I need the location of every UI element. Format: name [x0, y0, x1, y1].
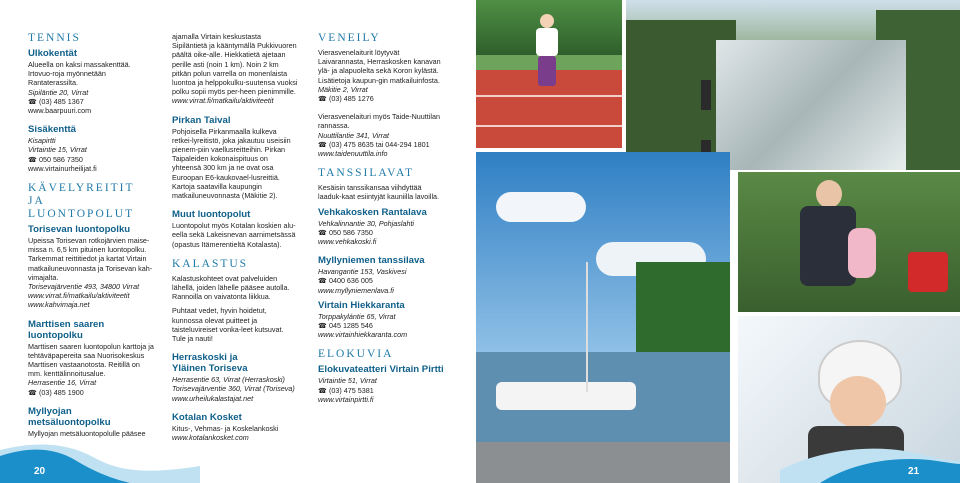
page-wave-right	[780, 440, 960, 483]
kotalan-web[interactable]: www.kotalankosket.com	[172, 433, 249, 443]
veneily-text: Vierasvenelaiturit löytyvät Laivarannasta, Herraskosken kanavan ylä- ja alapuolelta sekä Koron kylästä. Lisätietoja kaupun-gin matkailuinfosta.	[318, 48, 441, 85]
section-title-kavely-1: KÄVELYREITIT JA	[28, 182, 135, 208]
myllyniemen-phone: ☎ 0400 636 005	[318, 276, 373, 286]
heading-marttisen-1: Marttisen saaren	[28, 318, 105, 330]
tennis-phone: ☎ (03) 485 1367	[28, 96, 84, 106]
heading-virtain-hiekkaranta: Virtain Hiekkaranta	[318, 299, 405, 311]
heading-muut-luontopolut: Muut luontopolut	[172, 209, 251, 221]
veneily-web-2[interactable]: www.taidenuuttila.info	[318, 149, 388, 159]
section-title-tennis: TENNIS	[28, 32, 81, 44]
photo-marina	[476, 152, 730, 483]
vehkakosken-phone: ☎ 050 586 7350	[318, 227, 373, 237]
page-number-right: 21	[908, 466, 920, 477]
myllyniemen-address: Havangantie 153, Vaskivesi	[318, 267, 407, 277]
column-3	[318, 32, 446, 404]
marttisen-phone: ☎ (03) 485 1900	[28, 387, 84, 397]
torisevan-web2[interactable]: www.kahvimaja.net	[28, 300, 90, 310]
herraskoski-address-2: Torisevajärventie 360, Virrat (Toriseva)	[172, 384, 295, 394]
heading-sisakentta: Sisäkenttä	[28, 124, 76, 136]
heading-myllyojan-2: metsäluontopolku	[28, 416, 111, 428]
veneily-phone-2: ☎ (03) 475 8635 tai 044-294 1801	[318, 139, 430, 149]
veneily-address: Mäkitie 2, Virrat	[318, 84, 368, 94]
tennis-web[interactable]: www.baarpuuri.com	[28, 106, 92, 116]
heading-myllyniemen: Myllyniemen tanssilava	[318, 255, 425, 267]
virtain-hk-address: Torppakylántie 65, Virrat	[318, 311, 396, 321]
virtain-hk-web[interactable]: www.virtainhiekkaranta.com	[318, 330, 408, 340]
page-number-left: 20	[34, 466, 46, 477]
photo-family	[738, 172, 960, 312]
veneily-text-2: Vierasvenelaituri myös Taide-Nuuttilan rannassa.	[318, 112, 440, 131]
muut-text: Luontopolut myös Kotalan koskien alu-eella sekä Lakeisnevan aarnimetsässä (opastus Itämerentieltä Kotalasta).	[172, 221, 296, 249]
heading-vehkakosken: Vehkakosken Rantalava	[318, 206, 427, 218]
heading-kotalan-kosket: Kotalan Kosket	[172, 411, 242, 423]
herraskoski-web[interactable]: www.urheilukalastajat.net	[172, 393, 254, 403]
elokuva-address: Virtaintie 51, Virrat	[318, 376, 377, 386]
elokuva-web[interactable]: www.virtainpirtti.fi	[318, 394, 374, 404]
sisa-phone: ☎ 050 586 7350	[28, 154, 83, 164]
heading-elokuvateatteri: Elokuvateatteri Virtain Pirtti	[318, 364, 444, 376]
torisevan-address: Torisevajärventie 493, 34800 Virrat	[28, 282, 140, 292]
tennis-address: Sipiläntie 20, Virrat	[28, 87, 89, 97]
heading-herraskoski-1: Herraskoski ja	[172, 352, 238, 364]
tennis-text: Alueella on kaksi massakenttää. Irtovuo-roja myönnetään Rantaterassilta.	[28, 60, 131, 88]
vehkakosken-address: Vehkalinnantie 30, Pohjaslahti	[318, 218, 415, 228]
heading-marttisen-2: luontopolku	[28, 329, 83, 341]
vehkakosken-web[interactable]: www.vehkakoski.fi	[318, 237, 377, 247]
heading-herraskoski-2: Yläinen Toriseva	[172, 363, 248, 375]
sisa-address: Virtaintie 15, Virrat	[28, 145, 87, 155]
photo-river	[626, 0, 960, 170]
photo-collage	[476, 0, 960, 483]
myllyojan-web[interactable]: www.virrat.fi/matkailu/aktiviteetit	[172, 96, 274, 106]
sisa-web[interactable]: www.virtainurheilijat.fi	[28, 163, 97, 173]
photo-child-track	[476, 0, 622, 148]
heading-ulkokentat: Ulkokentät	[28, 48, 78, 59]
myllyniemen-web[interactable]: www.myllyniemenlava.fi	[318, 285, 394, 295]
tanssi-text: Kesäisin tanssikansaa viihdyttää laaduk-kaat esiintyjät kauniilla lavoilla.	[318, 183, 440, 202]
section-title-tanssilavat: TANSSILAVAT	[318, 167, 415, 180]
section-title-kalastus: KALASTUS	[172, 257, 249, 270]
veneily-phone: ☎ (03) 485 1276	[318, 94, 374, 104]
torisevan-web1[interactable]: www.virrat.fi/matkailu/aktiviteetit	[28, 291, 130, 301]
marttisen-text: Marttisen saaren luontopolun karttoja ja tehtäväpapereita saa Nuorisokeskus Marttisen vastaanotosta. Reitillä on mm. kenttälinnoitusalue.	[28, 341, 154, 379]
kotalan-text: Kitus-, Vehmas- ja Koskelankoski	[172, 423, 279, 433]
marttisen-address: Herrasentie 16, Virrat	[28, 378, 97, 388]
section-title-kavely-2: LUONTOPOLUT	[28, 208, 135, 221]
column-1	[28, 32, 154, 438]
heading-torisevan: Torisevan luontopolku	[28, 224, 131, 236]
myllyojan-text: Myllyojan metsäluontopolulle pääsee	[28, 428, 146, 438]
pirkan-text: Pohjoisella Pirkanmaalla kulkeva retkei-lyreitistö, joka jakautuu useisiin pienem-piin vaellusreitteihin. Pirkan Taipaleiden kokonaispituus on yhteensä 300 km ja ne ovat osa Euroopan E6-kaukovael-lusreittiä. Kartoja saatavilla kaupungin matkailuneuvonnasta (Mäkitie 2).	[172, 126, 291, 201]
virtain-hk-phone: ☎ 045 1285 546	[318, 321, 373, 331]
veneily-address-2: Nuuttilantie 341, Virrat	[318, 130, 389, 140]
elokuva-phone: ☎ (03) 475 5381	[318, 385, 374, 395]
torisevan-text: Upeissa Torisevan rotkojärvien maise-missa n. 6,5 km pituinen luontopolku. Tarkemmat reittitiedot ja kartat Virtain matkailuneuvonnasta ja Torisevan kah-vimajalta.	[28, 236, 153, 282]
sisa-name: Kisapirtti	[28, 136, 56, 146]
kalastus-text-1: Kalastuskohteet ovat palveluiden lähellä, joiden lähelle pääsee autolla. Rannoilla on vaivatonta liikkua.	[172, 273, 290, 302]
heading-myllyojan-1: Myllyojan	[28, 405, 72, 417]
section-title-veneily: VENEILY	[318, 32, 381, 44]
kalastus-text-2: Puhtaat vedet, hyvin hoidetut, kunnossa olevat puitteet ja taisteluvireiset vonka-leet kutsuvat. Tule ja nauti!	[172, 306, 284, 344]
column-2	[172, 32, 298, 442]
myllyojan-cont-text: ajamalla Virtain keskustasta Sipiläntietä ja kääntymällä Pukkivuoren päältä oike-alle. Hiekkatietä ajetaan perille asti (noin 1 km). Noin 2 km pitkän polun varrella on monenlaista luontoa ja helppokulku-suutensa vuoksi polku sopii myös per-heen pienimmille.	[172, 32, 298, 97]
herraskoski-address-1: Herrasentie 63, Virrat (Herraskoski)	[172, 375, 285, 385]
section-title-elokuvia: ELOKUVIA	[318, 348, 394, 361]
page-wave-left	[0, 438, 200, 483]
heading-pirkan-taival: Pirkan Taival	[172, 114, 231, 126]
